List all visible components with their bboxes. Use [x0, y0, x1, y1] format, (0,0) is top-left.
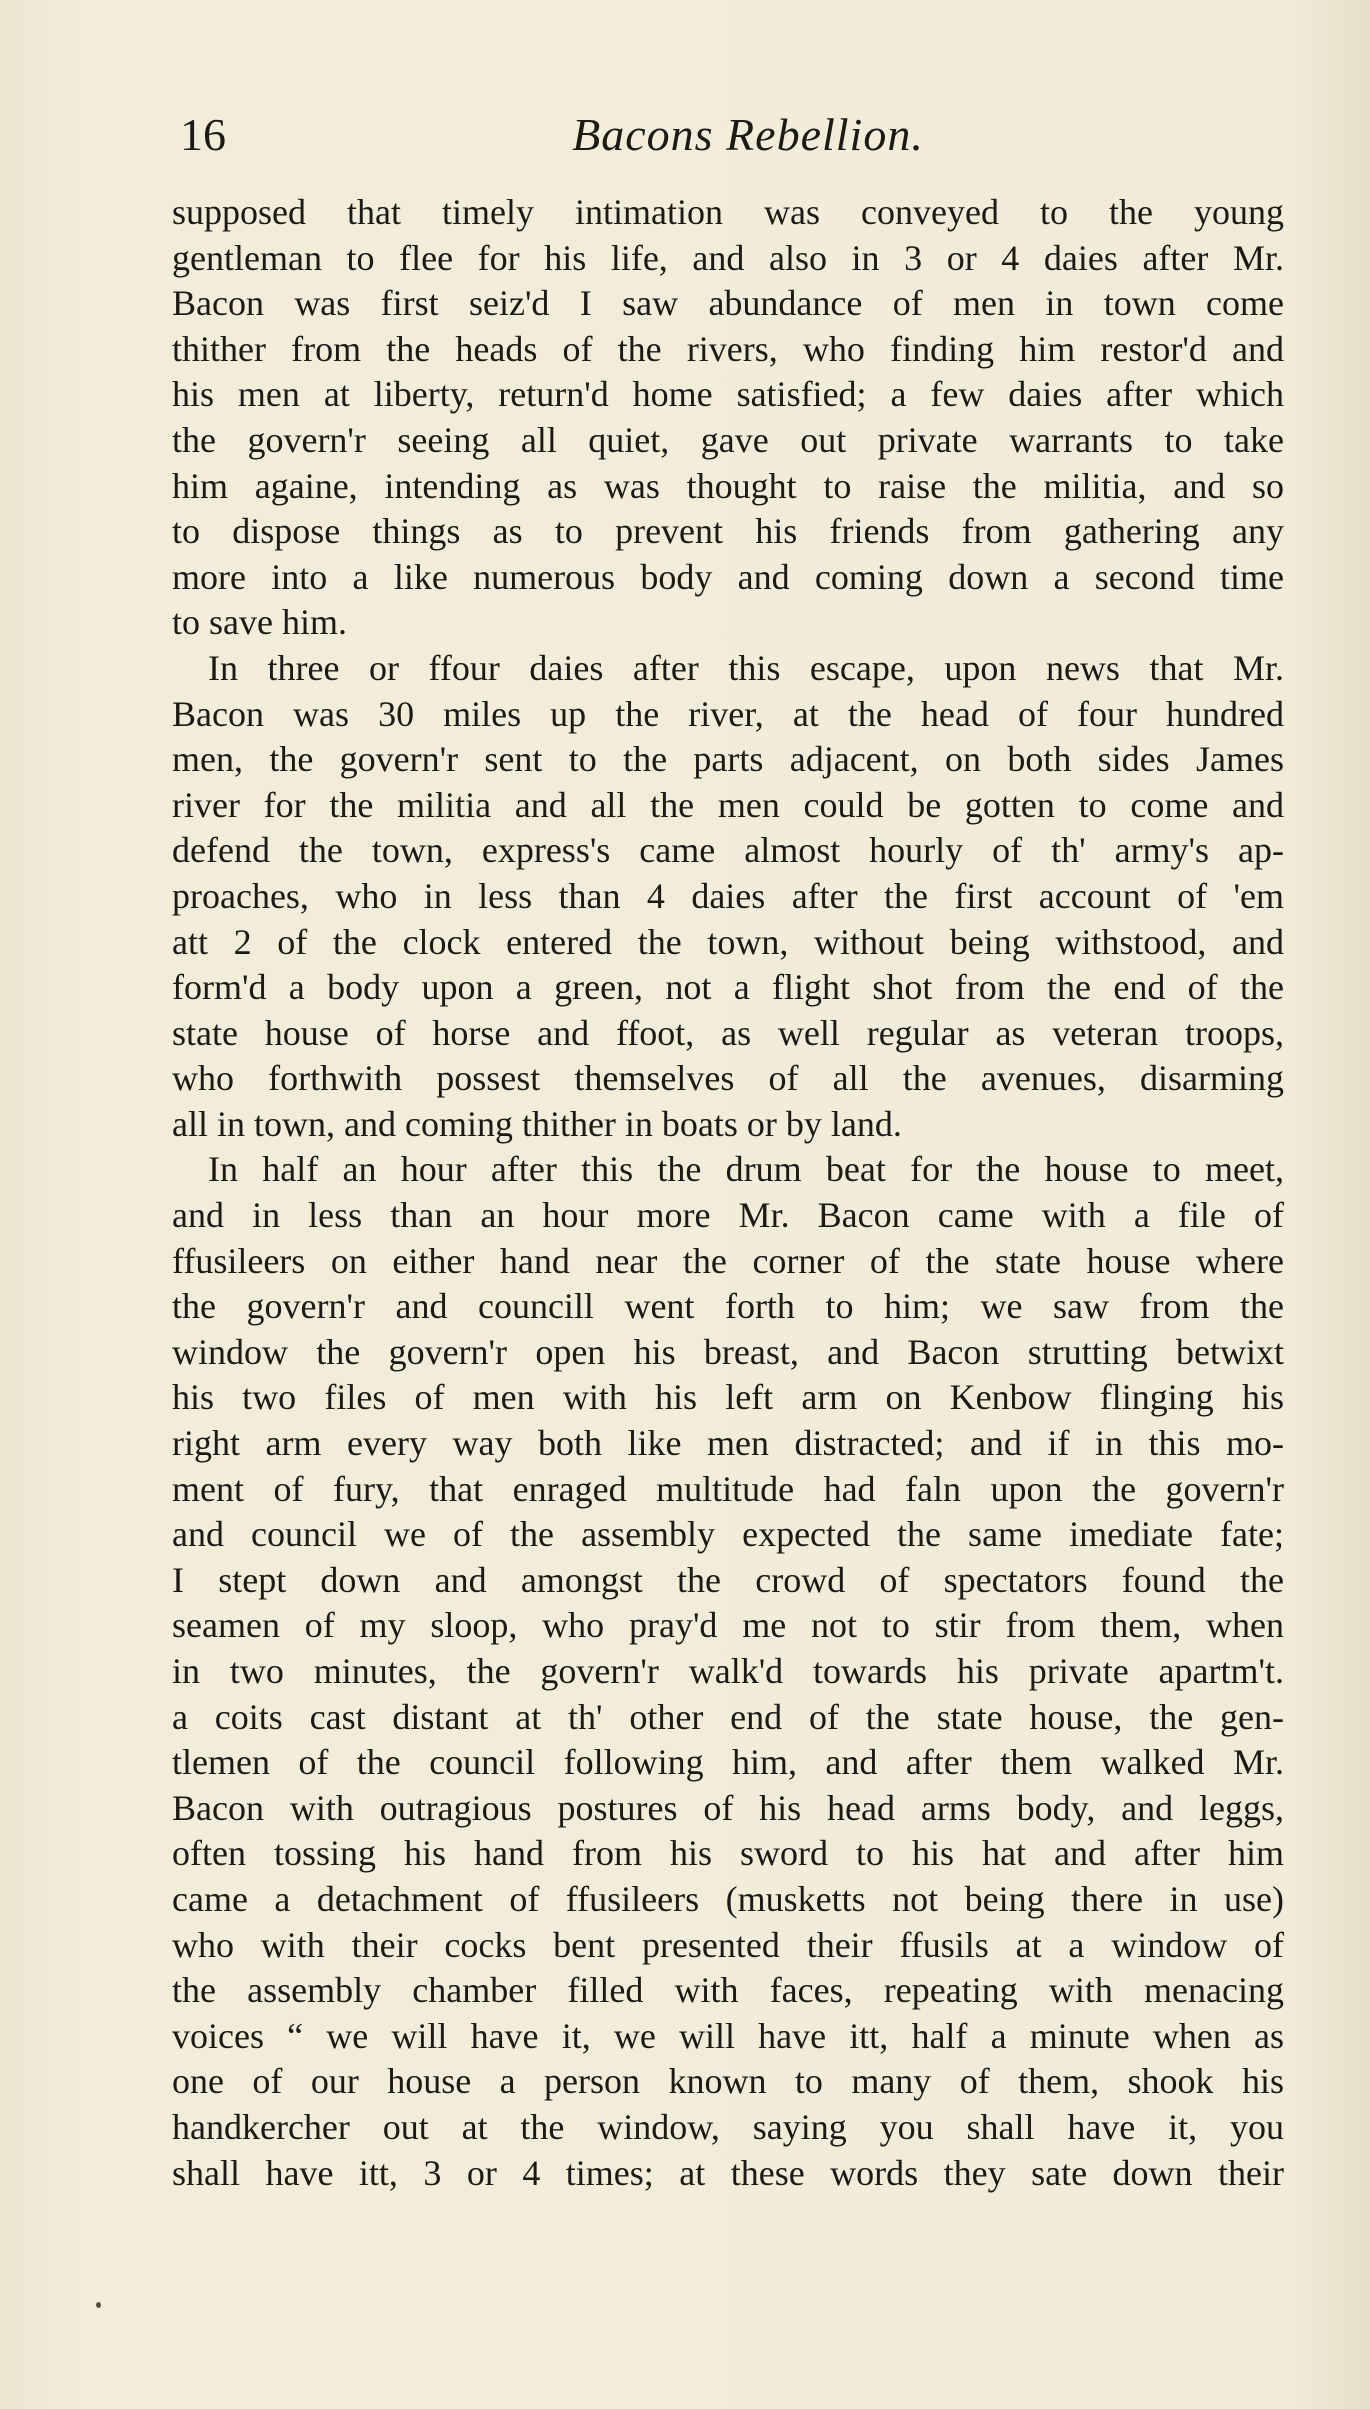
- text-line: often tossing his hand from his sword to his hat and after him: [172, 1833, 1284, 1874]
- text-line: men, the govern'r sent to the parts adjacent, on both sides James: [172, 739, 1284, 780]
- text-line: state house of horse and ffoot, as well regular as veteran troops,: [172, 1012, 1284, 1053]
- running-title: Bacons Rebellion.: [572, 109, 924, 160]
- text-line: seamen of my sloop, who pray'd me not to stir from them, when: [172, 1605, 1284, 1646]
- text-line: river for the militia and all the men could be gotten to come and: [172, 784, 1284, 825]
- text-line: Bacon was first seiz'd I saw abundance of men in town come: [172, 283, 1284, 324]
- text-line: shall have itt, 3 or 4 times; at these words they sate down their: [172, 2152, 1284, 2193]
- text-line: more into a like numerous body and coming down a second time: [172, 556, 1284, 597]
- text-line: the assembly chamber filled with faces, repeating with menacing: [172, 1970, 1284, 2011]
- page-header: [172, 100, 1284, 170]
- text-line: the govern'r and councill went forth to him; we saw from the: [172, 1286, 1284, 1327]
- text-line: him againe, intending as was thought to raise the militia, and so: [172, 465, 1284, 506]
- text-line: came a detachment of ffusileers (musketts not being there in use): [172, 1878, 1284, 1919]
- text-line: in two minutes, the govern'r walk'd towards his private apartm't.: [172, 1651, 1284, 1691]
- text-line: who with their cocks bent presented their ffusils at a window of: [172, 1924, 1284, 1965]
- text-line: all in town, and coming thither in boats or by land.: [172, 1103, 902, 1144]
- paper-speck: [96, 2302, 101, 2308]
- text-line: Bacon with outragious postures of his head arms body, and leggs,: [172, 1787, 1284, 1828]
- text-line: att 2 of the clock entered the town, without being withstood, and: [172, 921, 1284, 962]
- text-line: his men at liberty, return'd home satisfied; a few daies after which: [172, 374, 1284, 415]
- text-line: form'd a body upon a green, not a flight shot from the end of the: [172, 967, 1284, 1008]
- text-line: one of our house a person known to many of them, shook his: [172, 2061, 1284, 2102]
- text-line: and council we of the assembly expected the same imediate fate;: [172, 1514, 1284, 1555]
- text-line: to dispose things as to prevent his friends from gathering any: [172, 511, 1284, 552]
- text-line: and in less than an hour more Mr. Bacon came with a file of: [172, 1195, 1284, 1236]
- text-line: I stept down and amongst the crowd of spectators found the: [172, 1559, 1284, 1600]
- paragraph-3: [172, 1147, 1284, 2196]
- text-line: Bacon was 30 miles up the river, at the head of four hundred: [172, 693, 1284, 734]
- text-line: voices “ we will have it, we will have itt, half a minute when as: [172, 2015, 1284, 2056]
- text-line: window the govern'r open his breast, and Bacon strutting betwixt: [172, 1331, 1284, 1372]
- text-line: defend the town, express's came almost hourly of th' army's ap-: [172, 830, 1284, 871]
- text-line: proaches, who in less than 4 daies after the first account of 'em: [172, 875, 1284, 916]
- text-line: his two files of men with his left arm on Kenbow flinging his: [172, 1377, 1284, 1418]
- text-line: ment of fury, that enraged multitude had faln upon the govern'r: [172, 1468, 1284, 1509]
- text-line: the govern'r seeing all quiet, gave out private warrants to take: [172, 419, 1284, 460]
- text-line: to save him.: [172, 602, 347, 643]
- page-number: 16: [180, 109, 226, 160]
- text-line: In half an hour after this the drum beat for the house to meet,: [208, 1149, 1284, 1190]
- text-line: tlemen of the council following him, and after them walked Mr.: [172, 1742, 1284, 1783]
- text-line: supposed that timely intimation was conveyed to the young: [172, 192, 1284, 232]
- text-line: right arm every way both like men distracted; and if in this mo-: [172, 1423, 1284, 1464]
- text-line: a coits cast distant at th' other end of the state house, the gen-: [172, 1696, 1284, 1737]
- text-line: handkercher out at the window, saying you shall have it, you: [172, 2106, 1284, 2147]
- paragraph-1: [172, 190, 1284, 646]
- text-line: In three or ffour daies after this escape, upon news that Mr.: [208, 647, 1284, 688]
- paragraph-2: [172, 646, 1284, 1148]
- text-line: gentleman to flee for his life, and also in 3 or 4 daies after Mr.: [172, 237, 1284, 278]
- text-line: thither from the heads of the rivers, who finding him restor'd and: [172, 328, 1284, 369]
- body-text: [172, 190, 1284, 2196]
- text-line: ffusileers on either hand near the corner of the state house where: [172, 1240, 1284, 1281]
- text-line: who forthwith possest themselves of all the avenues, disarming: [172, 1058, 1284, 1099]
